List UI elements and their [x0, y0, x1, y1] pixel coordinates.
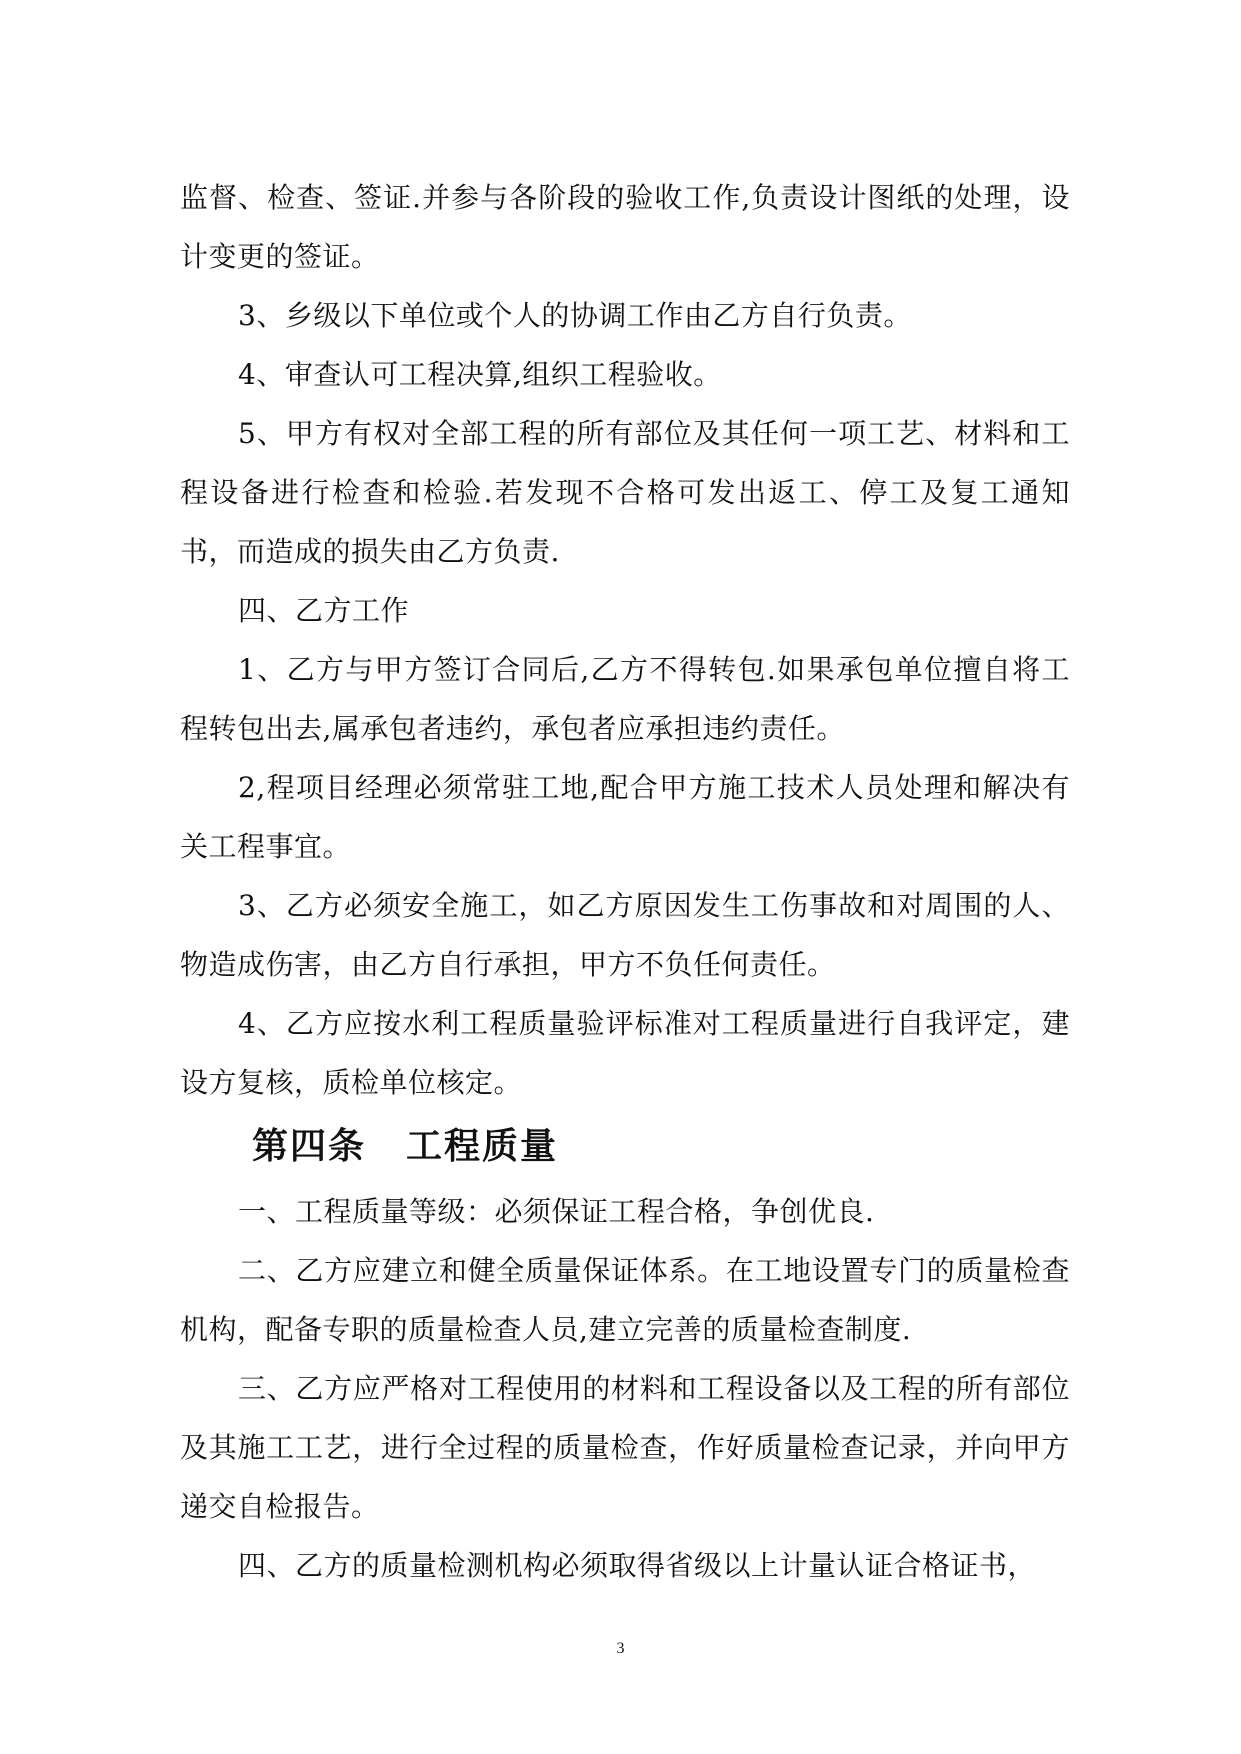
section-number: 第四条: [252, 1126, 367, 1167]
section-title: 工程质量: [406, 1126, 559, 1167]
paragraph: 3、乡级以下单位或个人的协调工作由乙方自行负责。: [238, 299, 912, 332]
paragraph: 2,程项目经理必须常驻工地,配合甲方施工技术人员处理和解决有关工程事宜。: [180, 771, 1070, 863]
paragraph: 四、乙方的质量检测机构必须取得省级以上计量认证合格证书，: [238, 1549, 1037, 1582]
paragraph: 监督、检查、签证.并参与各阶段的验收工作,负责设计图纸的处理，设计变更的签证。: [180, 181, 1070, 273]
paragraph: 5、甲方有权对全部工程的所有部位及其任何一项工艺、材料和工程设备进行检查和检验.若发现不合格可发出返工、停工及复工通知书，而造成的损失由乙方负责.: [180, 417, 1070, 568]
paragraph: 4、乙方应按水利工程质量验评标准对工程质量进行自我评定，建设方复核，质检单位核定。: [180, 1007, 1070, 1099]
document-body: [180, 168, 1070, 1595]
page-number: 3: [616, 1640, 625, 1657]
paragraph: 二、乙方应建立和健全质量保证体系。在工地设置专门的质量检查机构，配备专职的质量检查人员,建立完善的质量检查制度.: [180, 1254, 1070, 1346]
subsection-title: 四、乙方工作: [238, 594, 410, 627]
paragraph: 三、乙方应严格对工程使用的材料和工程设备以及工程的所有部位及其施工工艺，进行全过程的质量检查，作好质量检查记录，并向甲方递交自检报告。: [180, 1372, 1070, 1523]
paragraph: 3、乙方必须安全施工，如乙方原因发生工伤事故和对周围的人、物造成伤害，由乙方自行承担，甲方不负任何责任。: [180, 889, 1070, 981]
section-heading: [180, 1112, 1070, 1182]
paragraph: 4、审查认可工程决算,组织工程验收。: [238, 358, 722, 391]
paragraph: 1、乙方与甲方签订合同后,乙方不得转包.如果承包单位擅自将工程转包出去,属承包者违约，承包者应承担违约责任。: [180, 653, 1070, 745]
paragraph: 一、工程质量等级：必须保证工程合格，争创优良.: [238, 1195, 875, 1228]
